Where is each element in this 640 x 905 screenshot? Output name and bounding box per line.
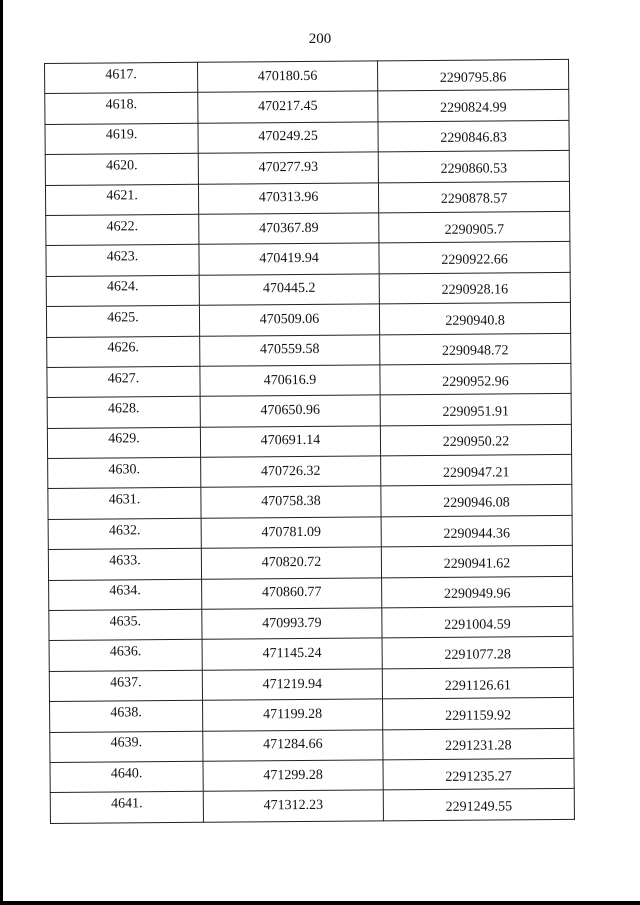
x-coordinate-text: 471299.28 [263, 767, 323, 783]
x-coordinate-cell [198, 182, 378, 214]
coordinates-table-container [44, 59, 573, 824]
table-row [50, 758, 574, 793]
point-number-cell [46, 214, 199, 246]
y-coordinate-cell [382, 667, 573, 699]
point-number-text: 4617. [105, 66, 137, 83]
y-coordinate-text: 2290905.7 [444, 222, 505, 238]
y-coordinate-text: 2290878.57 [440, 191, 508, 208]
point-number-text: 4634. [109, 583, 141, 599]
y-coordinate-text: 2290860.53 [440, 161, 508, 177]
table-row [48, 546, 572, 581]
x-coordinate-text: 470993.79 [262, 615, 322, 632]
x-coordinate-text: 471199.28 [263, 706, 323, 723]
y-coordinate-cell [382, 576, 573, 608]
x-coordinate-cell [200, 426, 380, 458]
x-coordinate-cell [200, 395, 380, 427]
y-coordinate-cell [381, 454, 572, 486]
point-number-cell [49, 670, 202, 702]
y-coordinate-text: 2290922.66 [441, 252, 508, 268]
point-number-cell [49, 609, 202, 641]
table-row [47, 424, 571, 459]
y-coordinate-text: 2290795.86 [439, 70, 507, 86]
table-row [48, 454, 572, 489]
point-number-cell [47, 336, 200, 368]
coordinates-table [44, 59, 575, 824]
x-coordinate-text: 470691.14 [260, 433, 321, 449]
table-row [46, 272, 570, 307]
x-coordinate-text: 470445.2 [262, 281, 316, 297]
point-number-text: 4623. [106, 249, 139, 265]
table-row [49, 606, 573, 641]
y-coordinate-text: 2291004.59 [444, 617, 511, 633]
point-number-text: 4640. [110, 765, 143, 782]
y-coordinate-cell [379, 272, 570, 304]
x-coordinate-text: 470419.94 [259, 250, 319, 267]
y-coordinate-cell [381, 546, 572, 578]
table-row [45, 120, 569, 155]
y-coordinate-cell [379, 242, 570, 274]
y-coordinate-cell [380, 394, 571, 426]
point-number-cell [50, 700, 203, 732]
y-coordinate-cell [380, 333, 571, 365]
point-number-cell [50, 792, 203, 824]
y-coordinate-cell [383, 789, 574, 821]
x-coordinate-text: 470249.25 [258, 129, 318, 145]
point-number-cell [46, 305, 199, 337]
table-row [47, 363, 571, 398]
y-coordinate-cell [379, 302, 570, 334]
table-row [45, 59, 569, 94]
point-number-text: 4639. [110, 735, 143, 751]
x-coordinate-text: 470781.09 [261, 524, 322, 540]
point-number-cell [48, 518, 201, 550]
point-number-text: 4627. [107, 370, 140, 387]
y-coordinate-text: 2290952.96 [442, 373, 509, 390]
point-number-cell [46, 245, 199, 277]
point-number-text: 4622. [106, 218, 139, 235]
scan-border-left [0, 0, 3, 905]
x-coordinate-text: 470616.9 [263, 372, 317, 388]
point-number-text: 4621. [106, 188, 138, 204]
x-coordinate-cell [201, 486, 381, 518]
y-coordinate-text: 2290846.83 [440, 130, 507, 147]
point-number-text: 4638. [110, 705, 142, 721]
point-number-text: 4633. [109, 553, 141, 569]
table-row [45, 181, 569, 216]
y-coordinate-cell [378, 151, 569, 183]
table-row [47, 333, 571, 368]
x-coordinate-text: 471312.23 [263, 797, 324, 814]
x-coordinate-text: 470180.56 [257, 68, 318, 85]
point-number-text: 4620. [106, 158, 138, 174]
x-coordinate-text: 470367.89 [258, 220, 319, 236]
y-coordinate-cell [382, 637, 573, 669]
scan-border-bottom [0, 901, 640, 905]
y-coordinate-text: 2290946.08 [443, 495, 510, 512]
x-coordinate-cell [203, 790, 383, 822]
x-coordinate-text: 470820.72 [261, 554, 322, 571]
y-coordinate-cell [381, 515, 572, 547]
x-coordinate-cell [201, 456, 381, 488]
x-coordinate-text: 470217.45 [258, 98, 318, 115]
x-coordinate-text: 470559.58 [259, 342, 320, 358]
point-number-text: 4624. [106, 279, 139, 295]
point-number-cell [47, 366, 200, 398]
x-coordinate-cell [199, 213, 379, 245]
y-coordinate-text: 2290928.16 [441, 282, 509, 299]
x-coordinate-cell [198, 122, 378, 154]
y-coordinate-cell [383, 698, 574, 730]
y-coordinate-text: 2291249.55 [445, 799, 513, 815]
x-coordinate-cell [198, 152, 378, 184]
point-number-text: 4636. [109, 644, 142, 660]
table-row [46, 211, 570, 246]
y-coordinate-cell [383, 728, 574, 760]
point-number-text: 4619. [105, 127, 138, 143]
x-coordinate-cell [199, 274, 379, 306]
y-coordinate-text: 2290949.96 [443, 586, 511, 603]
point-number-text: 4629. [108, 431, 140, 447]
point-number-cell [50, 761, 203, 793]
point-number-cell [45, 62, 198, 94]
point-number-text: 4618. [105, 97, 138, 113]
x-coordinate-text: 470860.77 [261, 585, 322, 601]
point-number-cell [48, 457, 201, 489]
table-row [49, 576, 573, 611]
point-number-cell [45, 153, 198, 185]
table-row [49, 637, 573, 672]
y-coordinate-cell [380, 363, 571, 395]
coordinates-table-body [45, 59, 575, 823]
x-coordinate-cell [203, 699, 383, 731]
point-number-text: 4641. [111, 796, 143, 812]
x-coordinate-text: 470758.38 [261, 493, 321, 510]
y-coordinate-cell [379, 211, 570, 243]
point-number-cell [45, 184, 198, 216]
table-row [48, 515, 572, 550]
y-coordinate-text: 2290947.21 [442, 465, 510, 481]
x-coordinate-cell [197, 61, 377, 93]
x-coordinate-cell [202, 669, 382, 701]
x-coordinate-cell [199, 304, 379, 336]
table-row [46, 242, 570, 277]
x-coordinate-text: 471284.66 [263, 737, 323, 753]
y-coordinate-text: 2290824.99 [440, 100, 507, 116]
x-coordinate-cell [201, 547, 381, 579]
y-coordinate-text: 2291126.61 [444, 677, 511, 694]
x-coordinate-cell [201, 517, 381, 549]
table-row [48, 485, 572, 520]
y-coordinate-text: 2291159.92 [445, 708, 512, 724]
point-number-text: 4628. [107, 401, 140, 417]
point-number-cell [48, 488, 201, 520]
point-number-cell [47, 397, 200, 429]
y-coordinate-text: 2290944.36 [443, 525, 511, 542]
x-coordinate-text: 471219.94 [262, 676, 323, 692]
table-row [47, 394, 571, 429]
point-number-cell [45, 123, 198, 155]
point-number-cell [49, 640, 202, 672]
page-number: 200 [308, 31, 332, 47]
x-coordinate-cell [200, 365, 380, 397]
point-number-cell [47, 427, 200, 459]
y-coordinate-cell [378, 120, 569, 152]
x-coordinate-cell [198, 91, 378, 123]
y-coordinate-cell [378, 181, 569, 213]
x-coordinate-text: 471145.24 [262, 645, 322, 662]
x-coordinate-text: 470313.96 [258, 190, 319, 206]
y-coordinate-cell [377, 59, 568, 91]
y-coordinate-cell [383, 758, 574, 790]
y-coordinate-cell [382, 606, 573, 638]
table-row [46, 302, 570, 337]
point-number-cell [48, 549, 201, 581]
table-row [50, 789, 574, 824]
point-number-cell [45, 93, 198, 125]
point-number-text: 4626. [107, 340, 140, 356]
table-row [50, 728, 574, 763]
y-coordinate-text: 2290948.72 [441, 343, 509, 360]
y-coordinate-text: 2290951.91 [442, 404, 510, 420]
table-row [50, 698, 574, 733]
point-number-text: 4625. [107, 310, 139, 326]
y-coordinate-text: 2291077.28 [444, 647, 511, 663]
y-coordinate-text: 2290940.8 [445, 313, 505, 329]
x-coordinate-cell [202, 578, 382, 610]
x-coordinate-cell [199, 243, 379, 275]
x-coordinate-text: 470650.96 [260, 402, 321, 419]
table-row [45, 151, 569, 186]
x-coordinate-text: 470277.93 [258, 159, 319, 176]
x-coordinate-cell [202, 638, 382, 670]
x-coordinate-cell [203, 729, 383, 761]
x-coordinate-cell [200, 334, 380, 366]
point-number-cell [46, 275, 199, 307]
point-number-text: 4630. [108, 462, 141, 478]
point-number-text: 4635. [109, 613, 142, 630]
x-coordinate-cell [202, 608, 382, 640]
x-coordinate-cell [203, 760, 383, 792]
y-coordinate-text: 2291235.27 [445, 769, 512, 785]
x-coordinate-text: 470726.32 [260, 463, 321, 480]
y-coordinate-text: 2290941.62 [443, 556, 511, 572]
y-coordinate-text: 2291231.28 [445, 738, 512, 755]
point-number-text: 4637. [110, 674, 142, 690]
table-row [49, 667, 573, 702]
point-number-text: 4632. [108, 522, 141, 539]
y-coordinate-cell [380, 424, 571, 456]
point-number-cell [49, 579, 202, 611]
point-number-text: 4631. [108, 492, 141, 508]
y-coordinate-cell [378, 90, 569, 122]
table-row [45, 90, 569, 125]
y-coordinate-text: 2290950.22 [442, 434, 510, 451]
point-number-cell [50, 731, 203, 763]
y-coordinate-cell [381, 485, 572, 517]
x-coordinate-text: 470509.06 [259, 311, 320, 328]
